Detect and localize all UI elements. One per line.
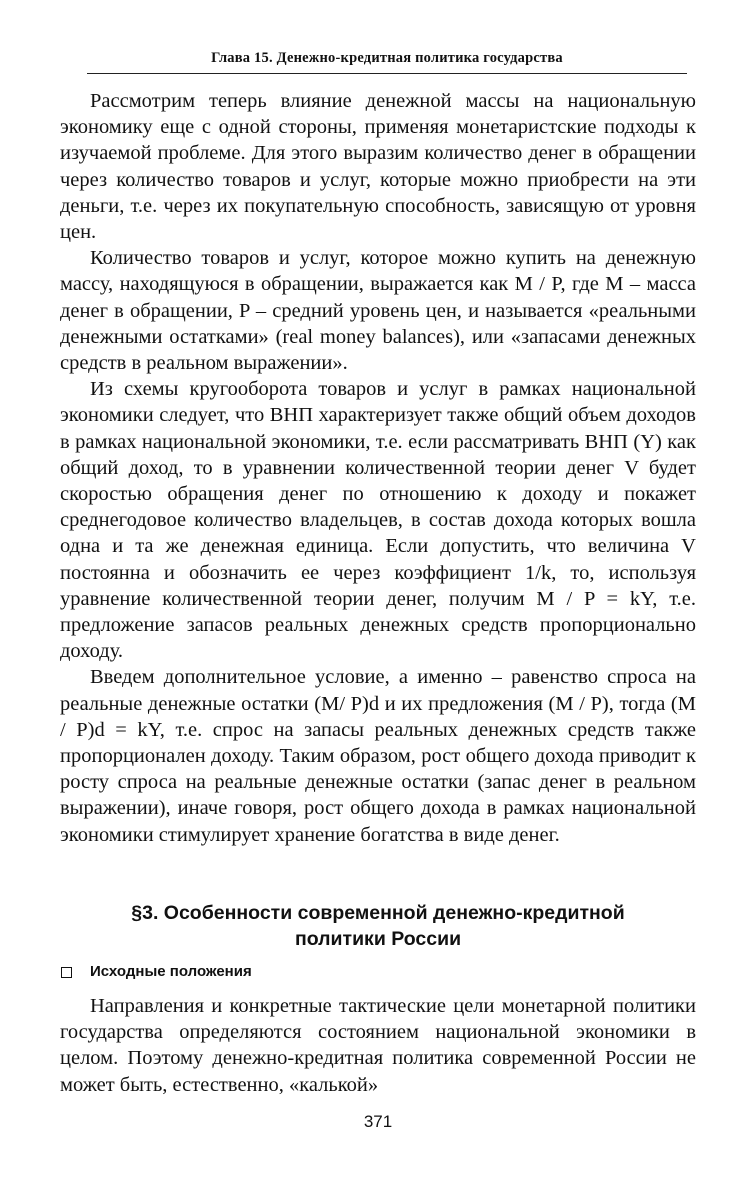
section-title-line-2: политики России <box>294 928 462 950</box>
section-body-text <box>60 993 696 1098</box>
page-number: 371 <box>363 1112 393 1131</box>
paragraph-1: Рассмотрим теперь влияние денежной массы на национальную экономику еще с одной стороны, применяя монетаристские подходы к изучаемой проблеме. Для этого выразим количество денег в обращении через количество товаров и услуг, которые можно приобрести на эти деньги, т.е. через их покупательную способность, зависящую от уровня цен. <box>60 90 696 244</box>
subheading-text: Исходные положения <box>90 963 252 980</box>
header-rule <box>87 73 687 74</box>
body-text <box>60 88 696 848</box>
subheading <box>60 962 696 982</box>
paragraph-3: Из схемы кругооборота товаров и услуг в рамках национальной экономики следует, что ВНП характеризует также общий объем доходов в рамках национальной экономики, т.е. если рассматривать ВНП (Y) как общий доход, то в уравнении количественной теории денег V будет скоростью обращения денег по отношению к доходу и покажет среднегодовое количество владельцев, в состав дохода которых вошла одна и та же денежная единица. Если допустить, что величина V постоянна и обозначить ее через коэффициент 1/k, то, используя уравнение количественной теории денег, получим M / P = kY, т.е. предложение запасов реальных денежных средств пропорционально доходу. <box>60 378 696 663</box>
section-title-line-1: §3. Особенности современной денежно-кредитной <box>131 902 625 924</box>
paragraph-2: Количество товаров и услуг, которое можно купить на денежную массу, находящуюся в обращении, выражается как M / P, где M – масса денег в обращении, P – средний уровень цен, и называется «реальными денежными остатками» (real money balances), или «запасами денежных средств в реальном выражении». <box>60 247 696 375</box>
paragraph-4: Введем дополнительное условие, а именно – равенство спроса на реальные денежные остатки (M/ P)d и их предложения (M / P), тогда (M / P)d = kY, т.е. спрос на запасы реальных денежных средств также пропорционален доходу. Таким образом, рост общего дохода приводит к росту спроса на реальные денежные остатки (запас денег в реальном выражении), иначе говоря, рост общего дохода в рамках национальной экономики стимулирует хранение богатства в виде денег. <box>60 666 696 846</box>
running-header: Глава 15. Денежно-кредитная политика государства <box>211 50 563 66</box>
section-paragraph: Направления и конкретные тактические цели монетарной политики государства определяются состоянием национальной экономики в целом. Поэтому денежно-кредитная политика современной России не может быть, естественно, «калькой» <box>60 995 696 1096</box>
checkbox-square-icon <box>61 967 72 978</box>
section-title <box>60 900 696 952</box>
